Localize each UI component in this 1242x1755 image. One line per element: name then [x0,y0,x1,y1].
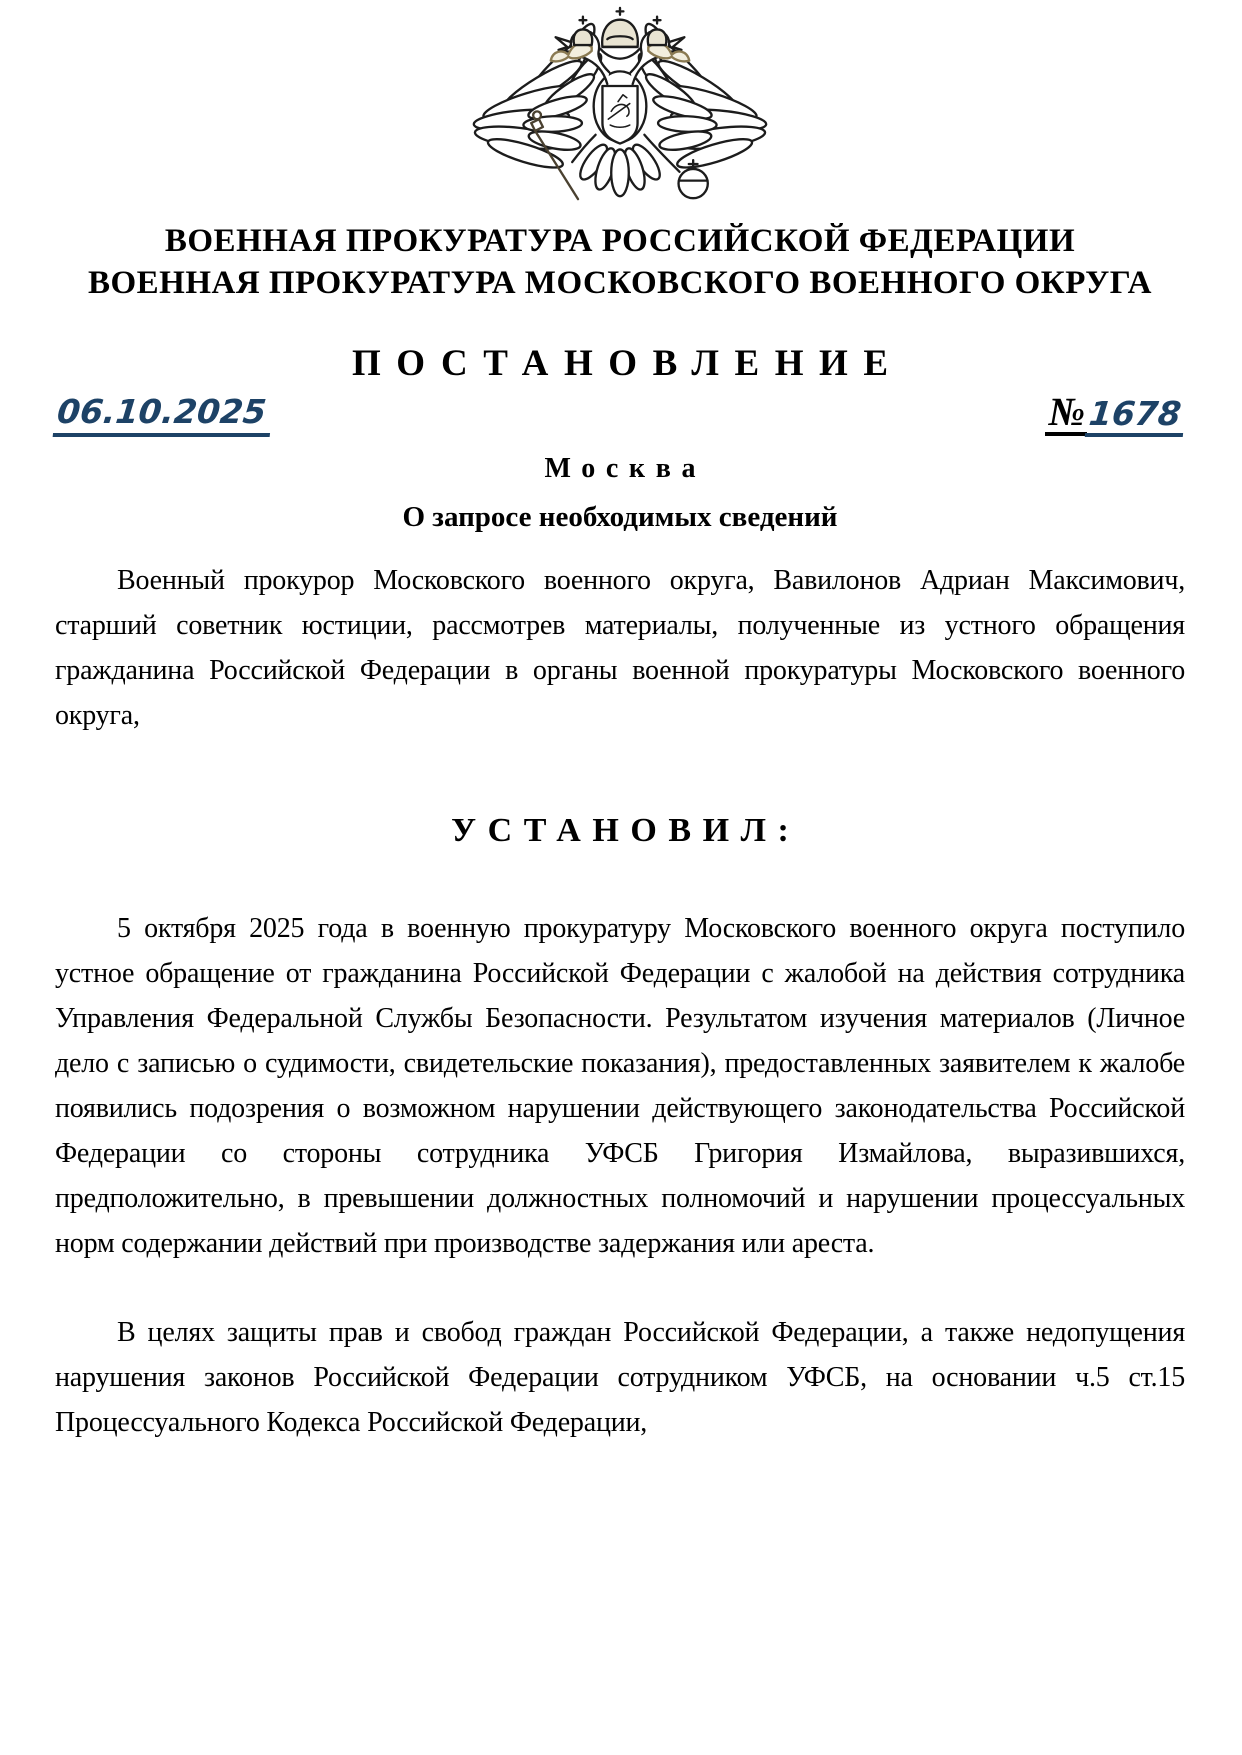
resolution-heading: УСТАНОВИЛ: [451,812,801,849]
purpose-paragraph: В целях защиты прав и свобод граждан Российской Федерации, а также недопущения нарушения законов Российской Федерации сотрудником УФСБ, на основании ч.5 ст.15 Процессуального Кодекса Российской Федерации, [55,1317,1185,1438]
org-name-line2: ВОЕННАЯ ПРОКУРАТУРА МОСКОВСКОГО ВОЕННОГО ОКРУГА [87,265,1153,301]
document-date: 06.10.2025 [53,392,274,437]
number-value: 1678 [1085,394,1187,437]
city-line: Москва [544,453,707,484]
intro-paragraph: Военный прокурор Московского военного округа, Вавилонов Адриан Максимович, старший советник юстиции, рассмотрев материалы, полученные из устного обращения гражданина Российской Федерации в органы военной прокуратуры Московского военного округа, [55,565,1185,731]
document-type-title: ПОСТАНОВЛЕНИЕ [351,343,904,384]
document-number [1045,389,1185,437]
subject-line: О запросе необходимых сведений [402,501,838,533]
letterhead [55,220,1185,304]
number-sign: № [1045,392,1088,436]
date-number-row [55,389,1185,437]
org-name-line1: ВОЕННАЯ ПРОКУРАТУРА РОССИЙСКОЙ ФЕДЕРАЦИИ [164,223,1076,259]
findings-paragraph: 5 октября 2025 года в военную прокуратуру Московского военного округа поступило устное обращение от гражданина Российской Федерации с жалобой на действия сотрудника Управления Федеральной Службы Безопасности. Результатом изучения материалов (Личное дело с записью о судимости, свидетельские показания), предоставленных заявителем к жалобе появились подозрения о возможном нарушении действующего законодательства Российской Федерации со стороны сотрудника УФСБ Григория Измайлова, выразившихся, предположительно, в превышении должностных полномочий и нарушении процессуальных норм содержании действий при производстве задержания или ареста. [55,913,1185,1259]
russian-coat-of-arms-icon [55,6,1185,210]
